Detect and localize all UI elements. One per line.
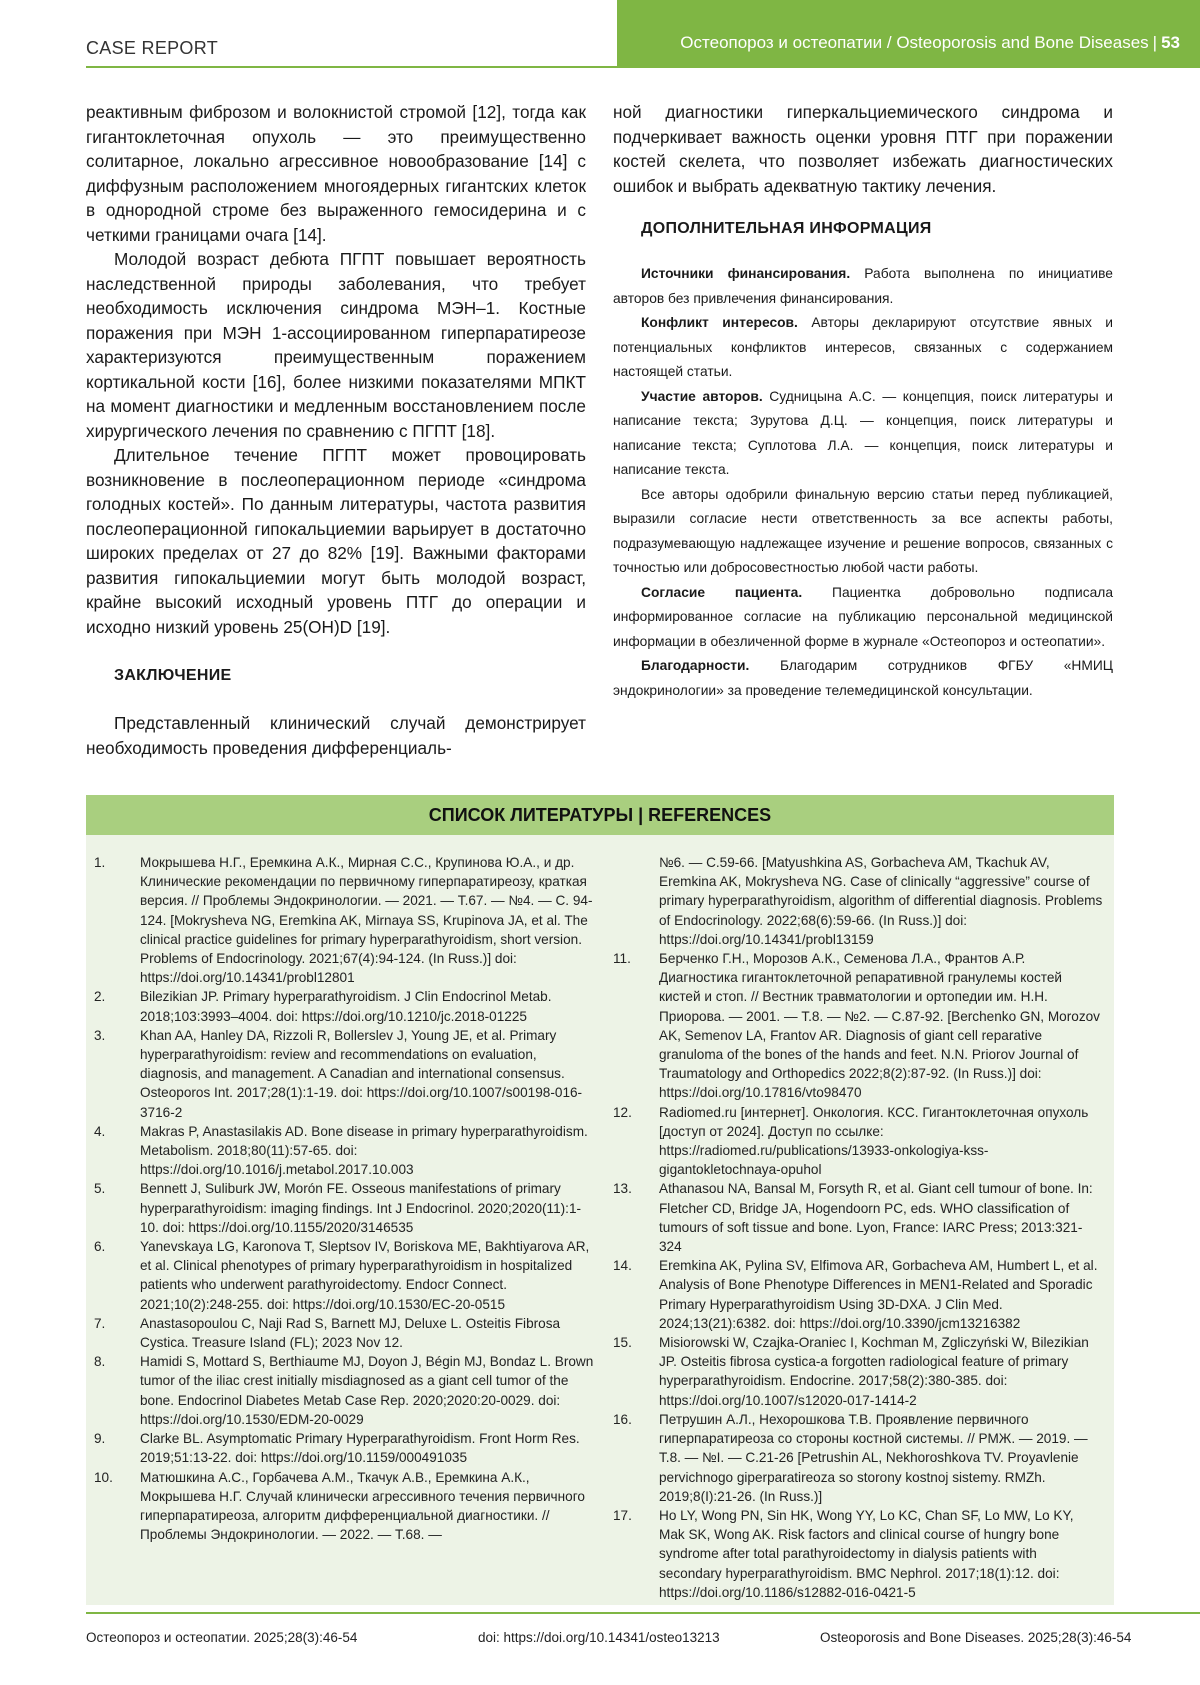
left-column bbox=[86, 100, 586, 760]
header-section-label: CASE REPORT bbox=[86, 38, 218, 58]
header-rule bbox=[86, 66, 1200, 68]
reference-item bbox=[94, 1352, 594, 1429]
reference-text: Misiorowski W, Czajka-Oraniec I, Kochman M, Zgliczyński W, Bilezikian JP. Osteitis fibrosa cystica-a forgotten radiological feature of primary hyperparathyroidism. Endocrine. 2017;58(2):380-385. doi: https://doi.org/10.1007/s12020-017-1414-2 bbox=[659, 1335, 1089, 1408]
reference-number: 17. bbox=[613, 1507, 632, 1523]
reference-text: Hamidi S, Mottard S, Berthiaume MJ, Doyon J, Bégin MJ, Bondaz L. Brown tumor of the iliac crest initially misdiagnosed as a giant cell tumor of the bone. Endocrinol Diabetes Metab Case Rep. 2020;2020:20-0029. doi: https://doi.org/10.1530/EDM-20-0029 bbox=[140, 1354, 594, 1427]
reference-item bbox=[613, 1103, 1103, 1180]
reference-number: 14. bbox=[613, 1258, 632, 1274]
info-text: Судницына А.С. — концепция, поиск литературы и написание текста; Зурутова Д.Ц. — концепция, поиск литературы и написание текста; Суплотова Л.А. — концепция, поиск литературы и написание текста. bbox=[613, 388, 1113, 477]
header-journal-title: Остеопороз и остеопатии / Osteoporosis and Bone Diseases bbox=[680, 33, 1149, 52]
additional-info-heading: ДОПОЛНИТЕЛЬНАЯ ИНФОРМАЦИЯ bbox=[641, 220, 932, 237]
reference-text: Ho LY, Wong PN, Sin HK, Wong YY, Lo KC, Chan SF, Lo MW, Lo KY, Mak SK, Wong AK. Risk factors and clinical course of hungry bone syndrome after total parathyroidectomy in dialysis patients with secondary hyperparathyroidism. BMC Nephrol. 2017;18(1):12. doi: https://doi.org/10.1186/s12882-016-0421-5 bbox=[659, 1507, 1074, 1600]
reference-number: 5. bbox=[94, 1181, 106, 1197]
body-paragraph: Молодой возраст дебюта ПГПТ повышает вероятность наследственной природы заболевания, что требует необходимость исключения синдрома МЭН–1. Костные поражения при МЭН 1-ассоциированном гиперпаратиреозе характеризуются преимущественным поражением кортикальной кости [16], более низкими показателями МПКТ на момент диагностики и медленным восстановлением после хирургического лечения по сравнению с ПГПТ [18]. bbox=[86, 249, 586, 441]
page-number: 53 bbox=[1161, 33, 1180, 52]
reference-number: 4. bbox=[94, 1123, 106, 1139]
reference-text: Clarke BL. Asymptomatic Primary Hyperparathyroidism. Front Horm Res. 2019;51:13-22. doi: https://doi.org/10.1159/000491035 bbox=[140, 1431, 580, 1466]
footer-rule bbox=[86, 1612, 1200, 1614]
additional-info-list bbox=[613, 262, 1113, 703]
reference-item bbox=[613, 1256, 1103, 1333]
info-paragraph bbox=[613, 654, 1113, 703]
info-paragraph bbox=[613, 483, 1113, 581]
reference-text: Петрушин А.Л., Нехорошкова Т.В. Проявление первичного гиперпаратиреоза со стороны костной системы. // РМЖ. — 2019. — Т.8. — №I. — С.21-26 [Petrushin AL, Nekhoroshkova TV. Proyavlenie pervichnogo giperparatireoza so storony kostnoj sistemy. RMZh. 2019;8(I):21-26. (In Russ.)] bbox=[659, 1411, 1088, 1504]
reference-text: Bennett J, Suliburk JW, Morón FE. Osseous manifestations of primary hyperparathyroidism: imaging findings. Int J Endocrinol. 2020;2020(11):1-10. doi: https://doi.org/10.1155/2020/3146535 bbox=[140, 1181, 582, 1235]
reference-item bbox=[613, 1179, 1103, 1256]
reference-number: 11. bbox=[613, 951, 631, 967]
footer-doi: doi: https://doi.org/10.14341/osteo13213 bbox=[478, 1630, 720, 1645]
references-box bbox=[86, 795, 1114, 1605]
info-paragraph bbox=[613, 385, 1113, 483]
info-label: Согласие пациента. bbox=[641, 584, 803, 600]
reference-number: 10. bbox=[94, 1469, 113, 1485]
reference-number: 8. bbox=[94, 1354, 106, 1370]
reference-number: 1. bbox=[94, 855, 106, 870]
body-paragraph: реактивным фиброзом и волокнистой стромой [12], тогда как гигантоклеточная опухоль — это преимущественно солитарное, локально агрессивное новообразование [14] с диффузным расположением многоядерных гигантских клеток в однородной строме без выраженного гемосидерина и с четкими границами очага [14]. bbox=[86, 102, 586, 245]
reference-number: 2. bbox=[94, 989, 106, 1005]
info-paragraph bbox=[613, 262, 1113, 311]
reference-item bbox=[613, 1506, 1103, 1602]
info-text: Авторы декларируют отсутствие явных и потенциальных конфликтов интересов, связанных с содержанием настоящей статьи. bbox=[613, 315, 1114, 379]
reference-number: 16. bbox=[613, 1411, 632, 1427]
reference-number: 3. bbox=[94, 1027, 106, 1043]
reference-item bbox=[94, 1179, 594, 1237]
reference-item bbox=[613, 1410, 1103, 1506]
reference-item bbox=[94, 1429, 594, 1467]
reference-number: 12. bbox=[613, 1104, 632, 1120]
info-text: Благодарим сотрудников ФГБУ «НМИЦ эндокринологии» за проведение телемедицинской консультации. bbox=[613, 658, 1113, 698]
reference-text: Матюшкина А.С., Горбачева А.М., Ткачук А.В., Еремкина А.К., Мокрышева Н.Г. Случай клинически агрессивного течения первичного гиперпаратиреоза, алгоритм дифференциальной диагностики. // Проблемы Эндокринологии. — 2022. — Т.68. — bbox=[140, 1469, 585, 1543]
reference-item bbox=[94, 1468, 594, 1545]
reference-text: Мокрышева Н.Г., Еремкина А.К., Мирная С.С., Крупинова Ю.А., и др. Клинические рекомендации по первичному гиперпаратиреозу, краткая версия. // Проблемы Эндокринологии. — 2021. — Т.67. — №4. — С. 94-124. [Mokrysheva NG, Eremkina AK, Mirnaya SS, Krupinova JA, et al. The clinical practice guidelines for primary hyperparathyroidism, short version. Problems of Endocrinology. 2021;67(4):94-124. (In Russ.)] doi: https://doi.org/10.14341/probl12801 bbox=[140, 855, 593, 986]
reference-number: 13. bbox=[613, 1181, 632, 1197]
references-right-column bbox=[613, 853, 1103, 1602]
info-text: Работа выполнена по инициативе авторов без привлечения финансирования. bbox=[613, 266, 1113, 306]
body-paragraph: Длительное течение ПГПТ может провоцировать возникновение в послеоперационном периоде «синдрома голодных костей». По данным литературы, частота развития послеоперационной гипокальциемии варьирует в достаточно широких пределах от 27 до 82% [19]. Важными факторами развития гипокальциемии могут быть молодой возраст, крайне высокий исходный уровень ПТГ до операции и исходно низкий уровень 25(OH)D [19]. bbox=[86, 445, 586, 637]
footer-citation-en: Osteoporosis and Bone Diseases. 2025;28(3):46-54 bbox=[820, 1630, 1132, 1645]
reference-number: 6. bbox=[94, 1239, 106, 1255]
reference-text: Khan AA, Hanley DA, Rizzoli R, Bollerslev J, Young JE, et al. Primary hyperparathyroidism: review and recommendations on evaluation, diagnosis, and management. A Canadian and international consensus. Osteoporos Int. 2017;28(1):1-19. doi: https://doi.org/10.1007/s00198-016-3716-2 bbox=[140, 1027, 583, 1120]
info-label: Конфликт интересов. bbox=[641, 315, 798, 330]
info-paragraph bbox=[613, 581, 1113, 655]
reference-number bbox=[613, 853, 659, 949]
info-text: Все авторы одобрили финальную версию статьи перед публикацией, выразили согласие нести ответственность за все аспекты работы, подразумевающую надлежащее изучение и решение вопросов, связанных с точностью или добросовестностью любой части работы. bbox=[613, 486, 1113, 575]
reference-item bbox=[613, 853, 1103, 949]
reference-text: Anastasopoulou C, Naji Rad S, Barnett MJ, Deluxe L. Osteitis Fibrosa Cystica. Treasure Island (FL); 2023 Nov 12. bbox=[140, 1315, 561, 1351]
reference-item bbox=[94, 853, 594, 987]
conclusion-paragraph: Представленный клинический случай демонстрирует необходимость проведения дифференциаль- bbox=[86, 713, 586, 758]
reference-text: Makras P, Anastasilakis AD. Bone disease in primary hyperparathyroidism. Metabolism. 2018;80(11):57-65. doi: https://doi.org/10.1016/j.metabol.2017.10.003 bbox=[140, 1123, 588, 1178]
conclusion-heading: ЗАКЛЮЧЕНИЕ bbox=[114, 667, 232, 684]
footer-citation-ru: Остеопороз и остеопатии. 2025;28(3):46-54 bbox=[86, 1630, 358, 1645]
reference-item bbox=[94, 1026, 594, 1122]
reference-text: Eremkina AK, Pylina SV, Elfimova AR, Gorbacheva AM, Humbert L, et al. Analysis of Bone Phenotype Differences in MEN1-Related and Sporadic Primary Hyperparathyroidism Using 3D-DXA. J Clin Med. 2024;13(21):6382. doi: https://doi.org/10.3390/jcm13216382 bbox=[659, 1258, 1098, 1331]
right-column bbox=[613, 100, 1113, 703]
header-journal-bar bbox=[617, 0, 1200, 66]
reference-item bbox=[94, 1237, 594, 1314]
header-separator: | bbox=[1152, 33, 1158, 52]
info-paragraph bbox=[613, 311, 1113, 385]
info-label: Благодарности. bbox=[641, 658, 750, 673]
reference-text: №6. — С.59-66. [Matyushkina AS, Gorbacheva AM, Tkachuk AV, Eremkina AK, Mokrysheva NG. Case of clinically “aggressive” course of primary hyperparathyroidism, algorithm of differential diagnosis. Problems of Endocrinology. 2022;68(6):59-66. (In Russ.)] doi: https://doi.org/10.14341/probl13159 bbox=[659, 855, 1103, 947]
reference-number: 15. bbox=[613, 1335, 632, 1351]
reference-item bbox=[613, 949, 1103, 1103]
reference-text: Берченко Г.Н., Морозов А.К., Семенова Л.А., Франтов А.Р. Диагностика гигантоклеточной репаративной гранулемы костей кистей и стоп. // Вестник травматологии и ортопедии им. Н.Н. Приорова. — 2001. — Т.8. — №2. — С.87-92. [Berchenko GN, Morozov AK, Semenov LA, Frantov AR. Diagnosis of giant cell reparative granuloma of the bones of the hands and feet. N.N. Priorov Journal of Traumatology and Orthopedics 2022;8(2):87-92. (In Russ.)] doi: https://doi.org/10.17816/vto98470 bbox=[659, 951, 1100, 1101]
reference-item bbox=[94, 987, 594, 1025]
reference-number: 9. bbox=[94, 1431, 106, 1447]
reference-text: Athanasou NA, Bansal M, Forsyth R, et al. Giant cell tumour of bone. In: Fletcher CD, Bridge JA, Hogendoorn PC, eds. WHO classification of tumours of soft tissue and bone. Lyon, France: IARC Press; 2013:321-324 bbox=[659, 1181, 1093, 1255]
reference-number: 7. bbox=[94, 1315, 106, 1331]
reference-text: Bilezikian JP. Primary hyperparathyroidism. J Clin Endocrinol Metab. 2018;103:3993–4004. doi: https://doi.org/10.1210/jc.2018-01225 bbox=[140, 989, 552, 1024]
info-label: Участие авторов. bbox=[641, 388, 763, 404]
references-title: СПИСОК ЛИТЕРАТУРЫ | REFERENCES bbox=[86, 795, 1114, 835]
info-text: Пациентка добровольно подписала информированное согласие на публикацию персональной медицинской информации в обезличенной форме в журнале «Остеопороз и остеопатии». bbox=[613, 584, 1113, 649]
reference-item bbox=[94, 1122, 594, 1180]
reference-text: Yanevskaya LG, Karonova T, Sleptsov IV, Boriskova ME, Bakhtiyarova AR, et al. Clinical phenotypes of primary hyperparathyroidism in hospitalized patients who underwent parathyroidectomy. Endocr Connect. 2021;10(2):248-255. doi: https://doi.org/10.1530/EC-20-0515 bbox=[140, 1239, 590, 1312]
reference-text: Radiomed.ru [интернет]. Онкология. КСС. Гигантоклеточная опухоль [доступ от 2024]. Доступ по ссылке: https://radiomed.ru/publications/13933-onkologiya-kss-gigantokletochnaya-opuhol bbox=[659, 1104, 1089, 1178]
reference-item bbox=[613, 1333, 1103, 1410]
info-label: Источники финансирования. bbox=[641, 266, 851, 281]
body-paragraph: ной диагностики гиперкальциемического синдрома и подчеркивает важность оценки уровня ПТГ при поражении костей скелета, что позволяет избежать диагностических ошибок и выбрать адекватную тактику лечения. bbox=[613, 102, 1113, 196]
references-left-column bbox=[94, 853, 594, 1544]
reference-item bbox=[94, 1314, 594, 1352]
